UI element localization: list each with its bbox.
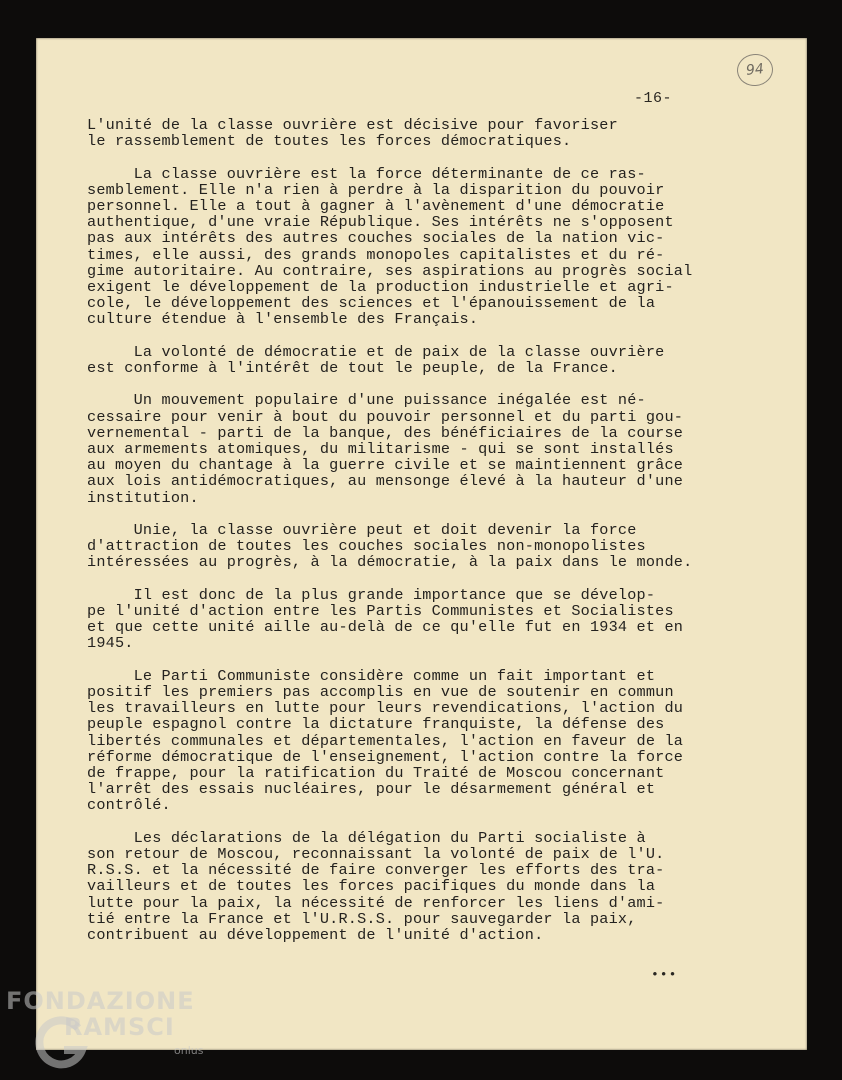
text-line: Un mouvement populaire d'une puissance inégalée est né- — [87, 391, 646, 410]
text-line: aux lois antidémocratiques, au mensonge élevé à la hauteur d'une — [87, 472, 684, 491]
paragraph — [87, 587, 727, 652]
text-line: semblement. Elle n'a rien à perdre à la disparition du pouvoir — [87, 180, 665, 199]
watermark-onlus: onlus — [174, 1044, 204, 1057]
text-line: Le Parti Communiste considère comme un fait important et — [87, 666, 656, 685]
text-line: libertés communales et départementales, l'action en faveur de la — [87, 731, 684, 750]
text-line: lutte pour la paix, la nécessité de renforcer les liens d'ami- — [87, 893, 665, 912]
text-line: réforme démocratique de l'enseignement, l'action contre la force — [87, 747, 684, 766]
text-line: L'unité de la classe ouvrière est décisive pour favoriser — [87, 116, 618, 134]
text-line: et que cette unité aille au-delà de ce qu'elle fut en 1934 et en — [87, 618, 684, 637]
text-line: authentique, d'une vraie République. Ses intérêts ne s'opposent — [87, 213, 674, 232]
paragraph — [87, 117, 727, 149]
text-line: intéressées au progrès, à la démocratie, à la paix dans le monde. — [87, 553, 693, 572]
text-line: Les déclarations de la délégation du Parti socialiste à — [87, 828, 646, 847]
text-line: gime autoritaire. Au contraire, ses aspirations au progrès social — [87, 261, 693, 280]
paragraph — [87, 392, 727, 505]
text-line: Il est donc de la plus grande importance que se dévelop- — [87, 585, 656, 604]
text-line: aux armements atomiques, du militarisme - qui se sont installés — [87, 440, 674, 459]
text-line: cole, le développement des sciences et l'épanouissement de la — [87, 294, 656, 313]
text-line: au moyen du chantage à la guerre civile et se maintiennent grâce — [87, 456, 684, 475]
paragraph — [87, 344, 727, 376]
text-line: exigent le développement de la production industrielle et agri- — [87, 278, 674, 297]
text-line: de frappe, pour la ratification du Traité de Moscou concernant — [87, 764, 665, 783]
text-line: La classe ouvrière est la force déterminante de ce ras- — [87, 164, 646, 183]
text-line: 1945. — [87, 634, 134, 653]
text-line: personnel. Elle a tout à gagner à l'avènement d'une démocratie — [87, 197, 665, 215]
text-line: Unie, la classe ouvrière peut et doit devenir la force — [87, 521, 637, 540]
archive-number-stamp: 94 — [735, 52, 774, 88]
text-line: pas aux intérêts des autres couches sociales de la nation vic- — [87, 229, 665, 248]
text-line: institution. — [87, 488, 199, 507]
paragraph — [87, 522, 727, 571]
paragraph — [87, 830, 727, 943]
continuation-mark: ••• — [651, 967, 678, 982]
watermark-line2: RAMSCI — [64, 1013, 175, 1041]
text-line: vernemental - parti de la banque, des bénéficiaires de la course — [87, 423, 684, 442]
watermark-line1: FONDAZIONE — [6, 987, 195, 1015]
page-number: -16- — [634, 90, 673, 107]
text-line: La volonté de démocratie et de paix de la classe ouvrière — [87, 342, 665, 361]
text-line: positif les premiers pas accomplis en vue de soutenir en commun — [87, 683, 674, 702]
text-line: peuple espagnol contre la dictature franquiste, la défense des — [87, 715, 665, 734]
text-line: tié entre la France et l'U.R.S.S. pour sauvegarder la paix, — [87, 909, 637, 928]
text-line: d'attraction de toutes les couches sociales non-monopolistes — [87, 537, 646, 556]
text-line: R.S.S. et la nécessité de faire converger les efforts des tra- — [87, 861, 665, 880]
text-line: pe l'unité d'action entre les Partis Communistes et Socialistes — [87, 602, 674, 621]
text-line: contribuent au développement de l'unité d'action. — [87, 926, 544, 945]
document-body — [87, 117, 727, 959]
text-line: contrôlé. — [87, 796, 171, 815]
text-line: culture étendue à l'ensemble des Français. — [87, 310, 479, 329]
text-line: l'arrêt des essais nucléaires, pour le désarmement général et — [87, 780, 656, 799]
text-line: est conforme à l'intérêt de tout le peuple, de la France. — [87, 359, 618, 378]
text-line: les travailleurs en lutte pour leurs revendications, l'action du — [87, 699, 684, 718]
paragraph — [87, 668, 727, 814]
text-line: le rassemblement de toutes les forces démocratiques. — [87, 132, 572, 151]
text-line: vailleurs et de toutes les forces pacifiques du monde dans la — [87, 877, 656, 896]
text-line: times, elle aussi, des grands monopoles capitalistes et du ré- — [87, 245, 665, 264]
text-line: cessaire pour venir à bout du pouvoir personnel et du parti gou- — [87, 407, 684, 426]
fondazione-logo-icon — [34, 1016, 90, 1072]
text-line: son retour de Moscou, reconnaissant la volonté de paix de l'U. — [87, 845, 665, 864]
paragraph — [87, 166, 727, 328]
